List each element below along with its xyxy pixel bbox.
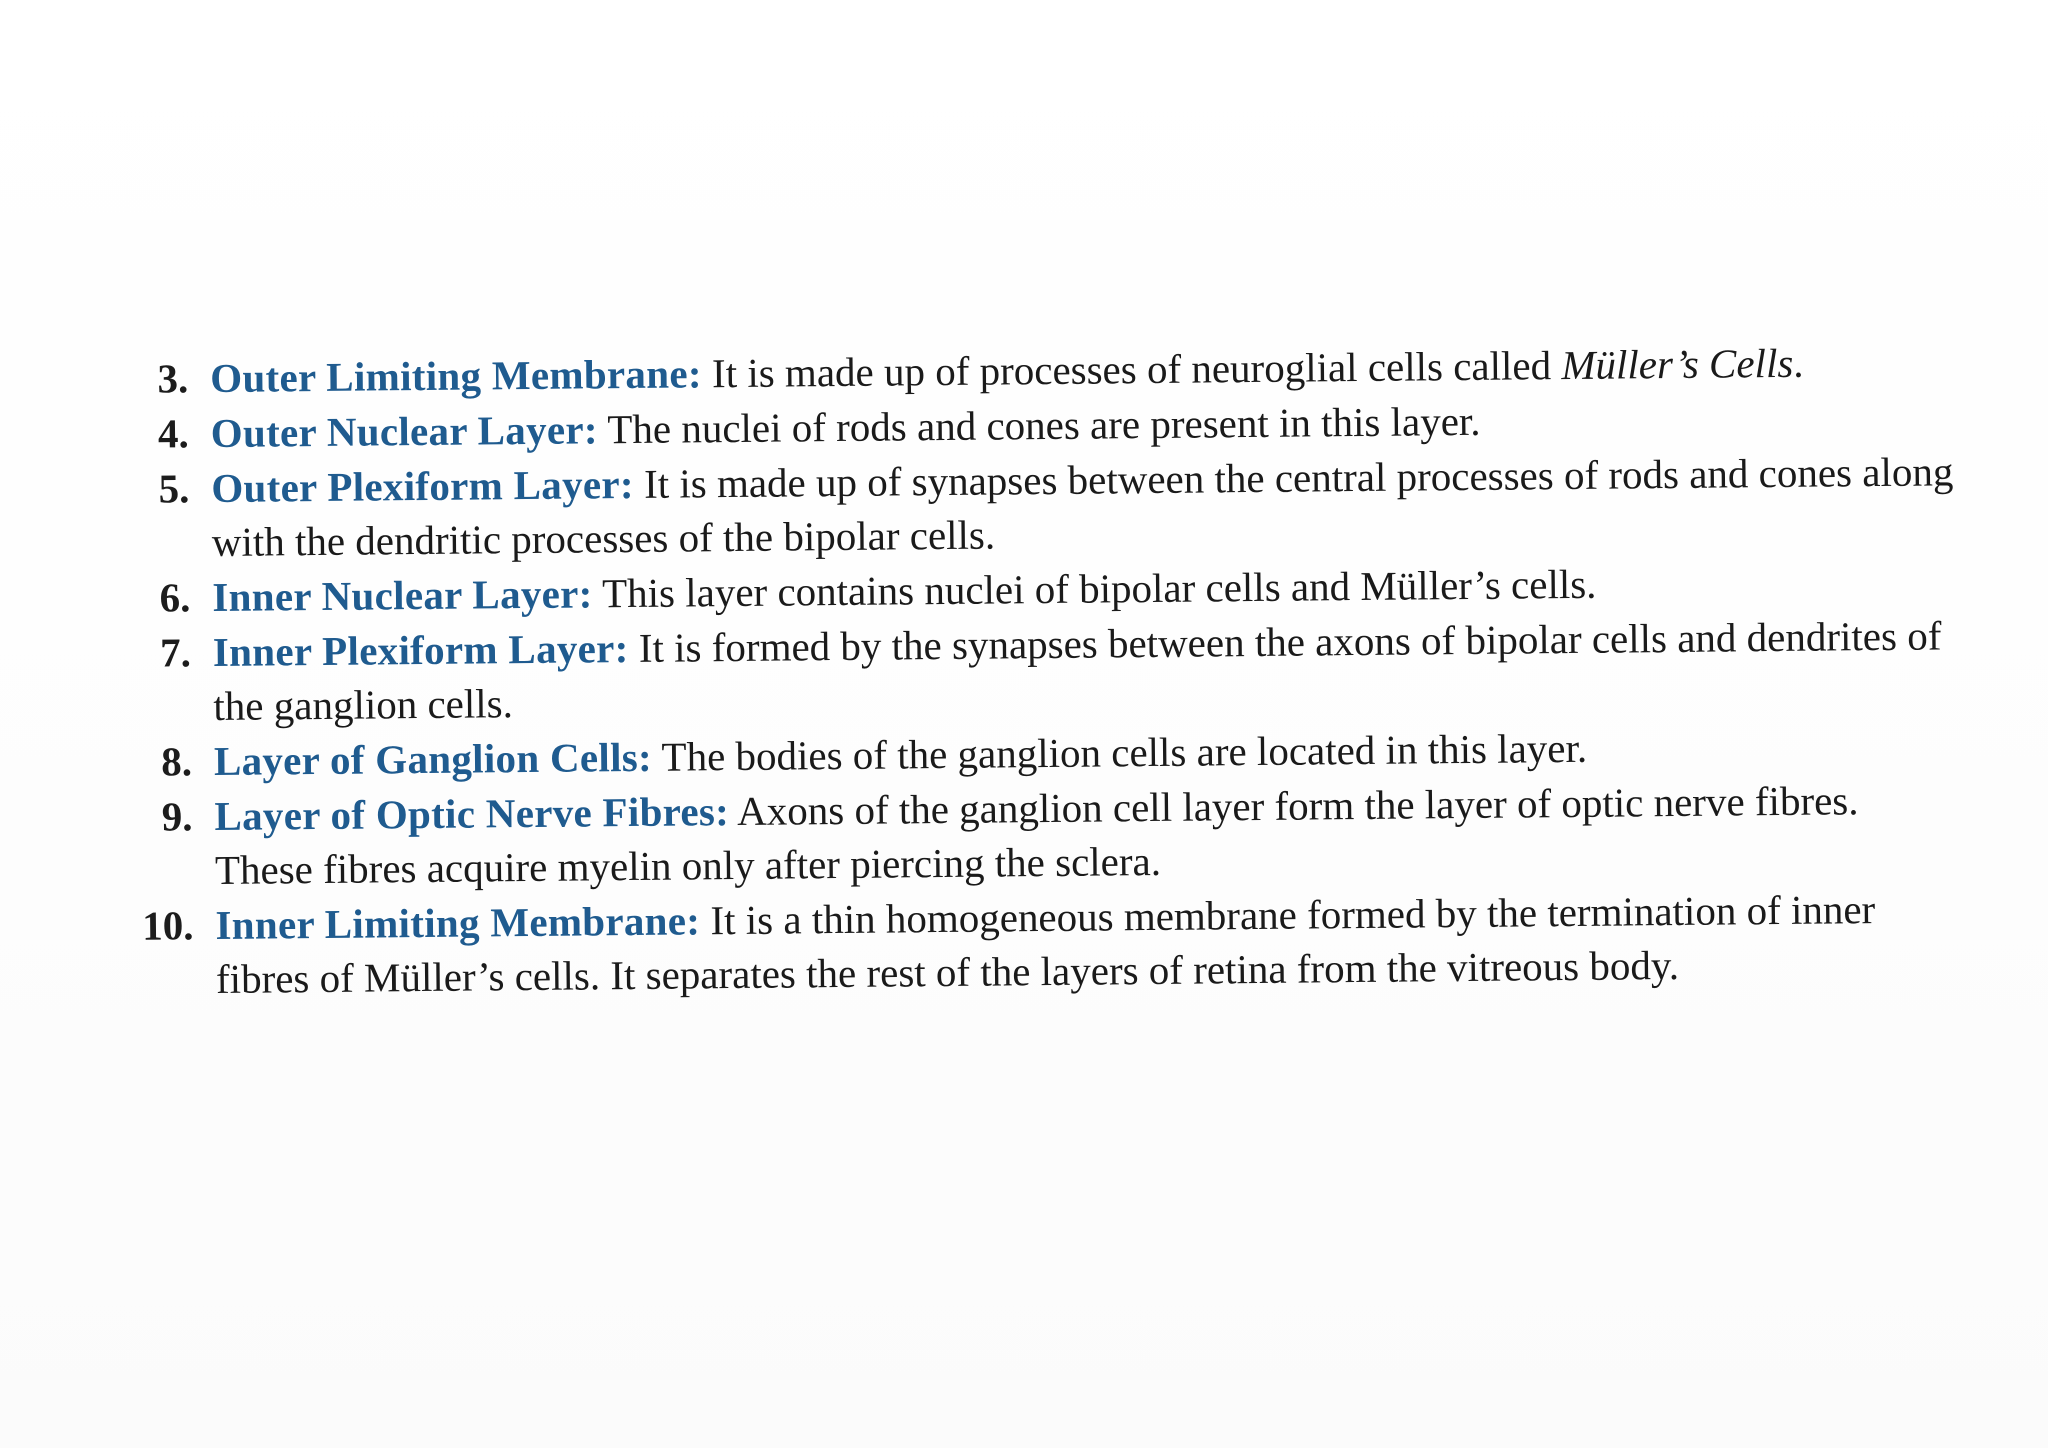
list-item-inner-plexiform-layer — [113, 608, 1964, 734]
item-description: It is a thin homogeneous membrane formed by the termination of inner fibres of Müller’s cells. It separates the rest of the layers of retina from the vitreous body. — [215, 886, 1876, 1003]
item-term: Inner Limiting Membrane: — [215, 897, 701, 949]
item-term: Outer Nuclear Layer: — [210, 406, 599, 457]
item-term: Outer Plexiform Layer: — [211, 460, 635, 512]
list-item-inner-limiting-membrane — [115, 881, 1966, 1007]
item-description-end: . — [1793, 339, 1804, 386]
item-number: 9. — [161, 793, 193, 840]
item-number: 3. — [157, 355, 189, 402]
item-description: It is made up of synapses between the central processes of rods and cones along with the dendritic processes of the bipolar cells. — [211, 448, 1954, 566]
retina-layers-list — [110, 334, 1966, 1008]
item-term: Inner Plexiform Layer: — [212, 625, 629, 676]
item-description: It is formed by the synapses between the axons of bipolar cells and dendrites of the ganglion cells. — [213, 612, 1942, 730]
item-italic-term: Müller’s Cells — [1561, 339, 1794, 389]
item-description: It is made up of processes of neuroglial cells called — [701, 342, 1562, 397]
item-number: 5. — [158, 465, 190, 512]
item-term: Layer of Ganglion Cells: — [213, 733, 653, 785]
item-number: 4. — [157, 410, 190, 457]
item-number: 8. — [160, 738, 193, 785]
item-description: Axons of the ganglion cell layer form the layer of optic nerve fibres. These fibres acquire myelin only after piercing the sclera. — [214, 777, 1859, 894]
item-term: Layer of Optic Nerve Fibres: — [214, 788, 730, 840]
item-number: 6. — [159, 574, 191, 621]
item-number: 10. — [142, 902, 194, 949]
list-item-layer-of-optic-nerve-fibres — [114, 772, 1965, 898]
item-term: Inner Nuclear Layer: — [212, 570, 593, 621]
item-description: The bodies of the ganglion cells are located in this layer. — [651, 724, 1588, 780]
item-number: 7. — [159, 629, 192, 676]
item-description: The nuclei of rods and cones are present in this layer. — [597, 397, 1481, 453]
item-term: Outer Limiting Membrane: — [210, 350, 702, 402]
item-description: This layer contains nuclei of bipolar cells and Müller’s cells. — [592, 560, 1597, 617]
list-item-outer-plexiform-layer — [111, 444, 1962, 570]
